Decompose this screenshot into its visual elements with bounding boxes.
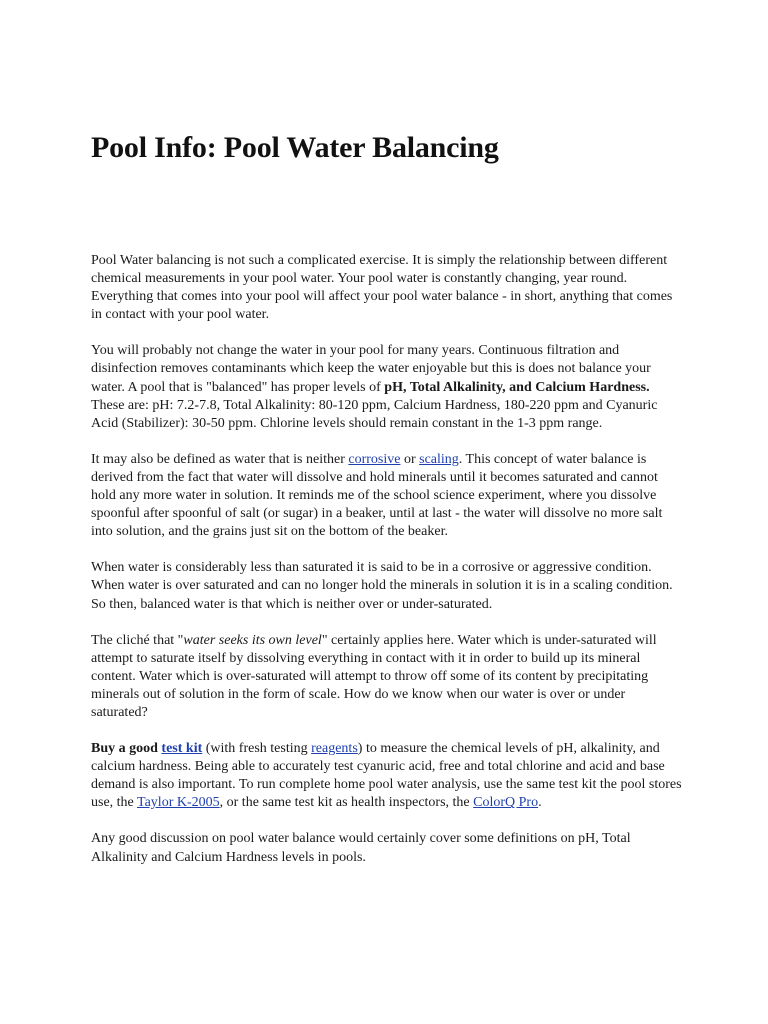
article-body	[91, 252, 685, 867]
document-page	[91, 128, 685, 885]
paragraph-text: You will probably not change the water in your pool for many years. Continuous filtration and disinfection removes contaminants which keep the water enjoyable but this is does not balance your water. A pool that is "balanced" has proper levels of	[91, 343, 651, 395]
paragraph-saturation: When water is considerably less than saturated it is said to be in a corrosive or aggressive condition. When water is over saturated and can no longer hold the minerals in solution it is in a scaling condition. So then, balanced water is that which is neither over or under-saturated.	[91, 560, 673, 612]
italic-quote: water seeks its own level	[183, 632, 322, 648]
paragraph-text: These are: pH: 7.2-7.8, Total Alkalinity: 80-120 ppm, Calcium Hardness, 180-220 ppm and Cyanuric Acid (Stabilizer): 30-50 ppm. Chlorine levels should remain constant in the 1-3 ppm range.	[91, 397, 658, 431]
paragraph-balanced-levels	[91, 342, 685, 432]
taylor-k2005-link[interactable]: Taylor K-2005	[137, 795, 220, 811]
paragraph-text: The cliché that "	[91, 632, 184, 648]
paragraph-intro: Pool Water balancing is not such a complicated exercise. It is simply the relationship between different chemical measurements in your pool water. Your pool water is constantly changing, year round. Everything that comes into your pool will affect your pool water balance - in short, anything that comes in contact with your pool water.	[91, 253, 673, 323]
paragraph-cliche	[91, 632, 685, 722]
paragraph-test-kit	[91, 740, 685, 812]
bold-buy-a-good: Buy a good	[91, 741, 162, 757]
paragraph-definition	[91, 451, 685, 541]
paragraph-text: " certainly applies here. Water which is under-saturated will attempt to saturate itself by dissolving everything in contact with it in order to build up its mineral content. Water which is over-saturated will attempt to throw off some of its content by precipitating minerals out of solution in the form of scale. How do we know when our water is over or under saturated?	[91, 632, 657, 720]
paragraph-text: (with fresh testing	[202, 741, 312, 757]
scaling-link[interactable]: scaling	[419, 451, 459, 467]
test-kit-link[interactable]: test kit	[161, 741, 203, 757]
paragraph-text: . This concept of water balance is derived from the fact that water will dissolve and hold minerals until it becomes saturated and cannot hold any more water in solution. It reminds me of the school science experiment, where you dissolve spoonful after spoonful of salt (or sugar) in a beaker, until at last - the water will dissolve no more salt into solution, and the grains just sit on the bottom of the beaker.	[91, 451, 663, 540]
paragraph-text: , or the same test kit as health inspectors, the	[219, 795, 474, 811]
reagents-link[interactable]: reagents	[311, 741, 358, 757]
paragraph-text: It may also be defined as water that is neither	[91, 451, 349, 467]
bold-key-terms: pH, Total Alkalinity, and Calcium Hardness.	[384, 379, 650, 395]
paragraph-text: .	[538, 795, 542, 811]
paragraph-closing: Any good discussion on pool water balance would certainly cover some definitions on pH, Total Alkalinity and Calcium Hardness levels in pools.	[91, 831, 631, 865]
paragraph-text: ) to measure the chemical levels of pH, alkalinity, and calcium hardness. Being able to accurately test cyanuric acid, free and total chlorine and acid and base demand is also important. To run complete home pool water analysis, use the same test kit the pool stores use, the	[91, 741, 682, 811]
colorq-pro-link[interactable]: ColorQ Pro	[473, 795, 539, 811]
paragraph-text: or	[400, 451, 420, 467]
corrosive-link[interactable]: corrosive	[348, 451, 401, 467]
page-title: Pool Info: Pool Water Balancing	[91, 131, 499, 164]
